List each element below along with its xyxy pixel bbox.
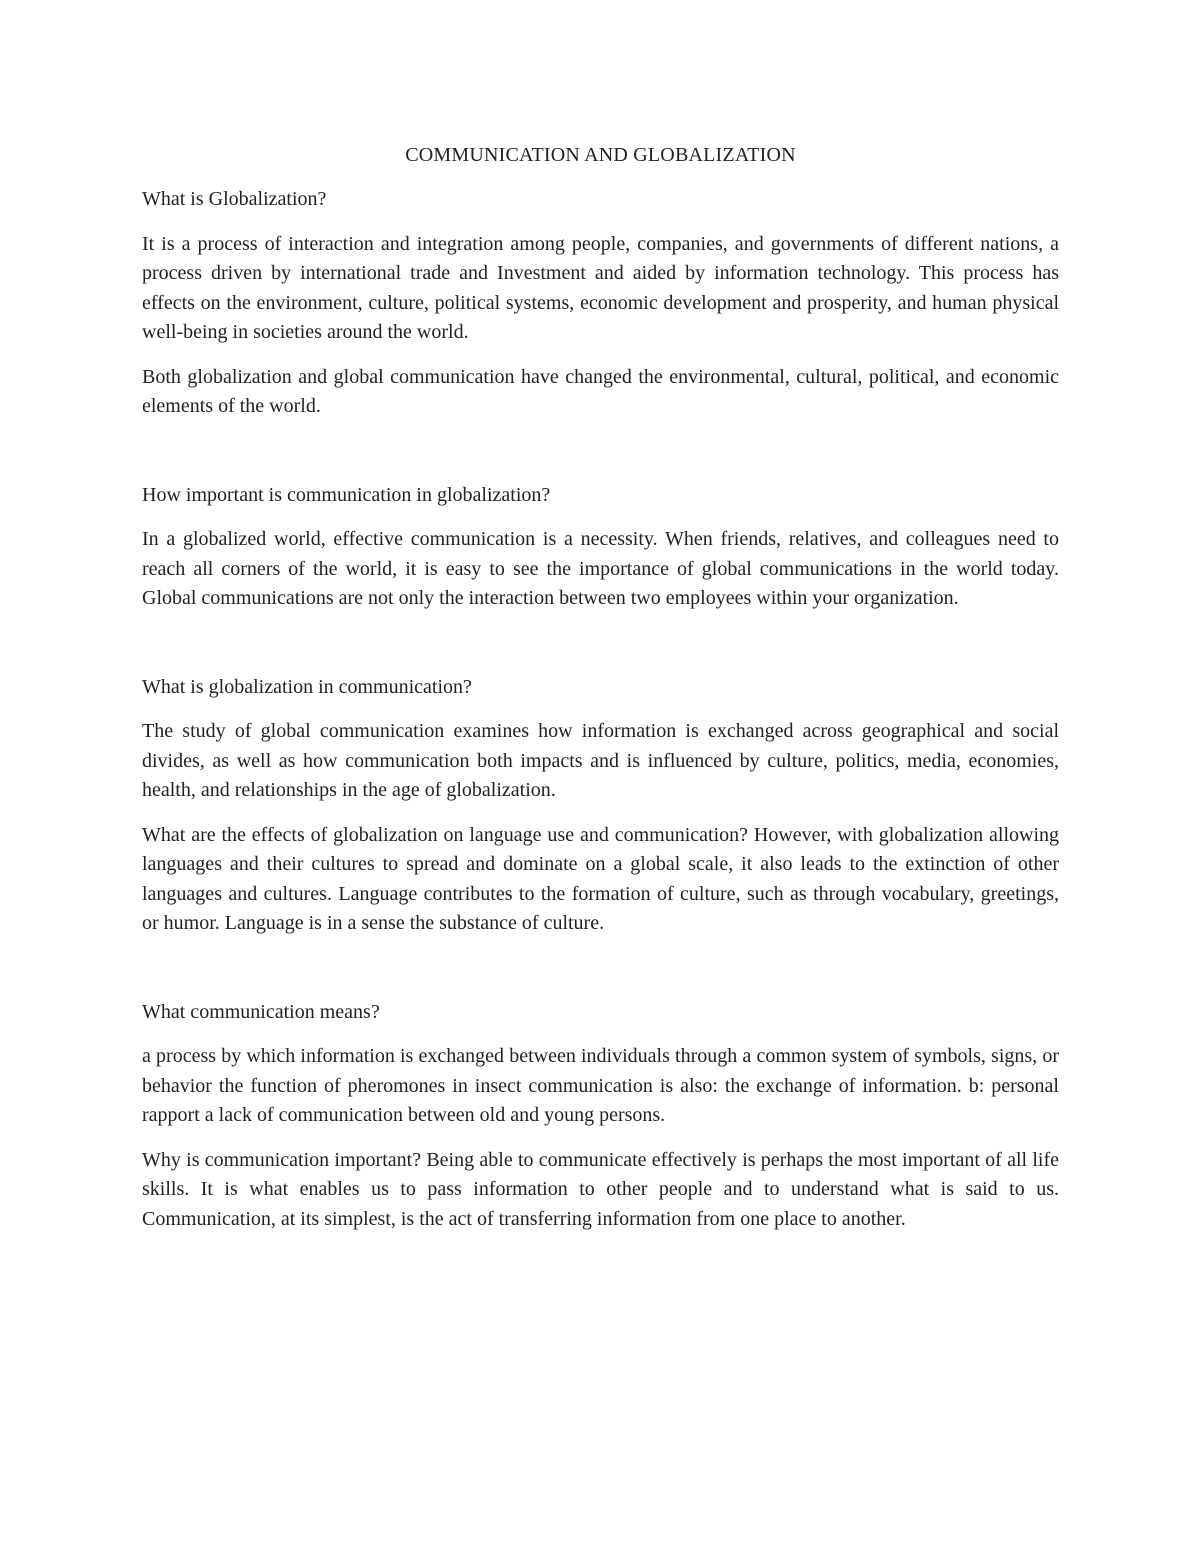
section-paragraph: It is a process of interaction and integration among people, companies, and governments of different nations, a process driven by international trade and Investment and aided by information technology. This process has effects on the environment, culture, political systems, economic development and prosperity, and human physical well-being in societies around the world.: [142, 232, 1059, 343]
document-title: COMMUNICATION AND GLOBALIZATION: [405, 144, 796, 166]
section-paragraph: a process by which information is exchanged between individuals through a common system of symbols, signs, or behavior the function of pheromones in insect communication is also: the exchange of information. b: personal rapport a lack of communication between old and young persons.: [142, 1045, 1059, 1126]
section-paragraph: Why is communication important? Being able to communicate effectively is perhaps the most important of all life skills. It is what enables us to pass information to other people and to understand what is said to us. Communication, at its simplest, is the act of transferring information from one place to another.: [142, 1148, 1059, 1230]
section-spacer: [142, 437, 1059, 481]
section-paragraph: Both globalization and global communication have changed the environmental, cultural, political, and economic elements of the world.: [142, 365, 1059, 417]
section-paragraph: The study of global communication examines how information is exchanged across geographical and social divides, as well as how communication both impacts and is influenced by culture, politics, media, economies, health, and relationships in the age of globalization.: [142, 720, 1059, 801]
section-paragraph: In a globalized world, effective communication is a necessity. When friends, relatives, and colleagues need to reach all corners of the world, it is easy to see the importance of global communications in the world today. Global communications are not only the interaction between two employees within your organization.: [142, 528, 1059, 609]
section-importance-of-communication: [142, 481, 1059, 614]
section-communication-meaning: [142, 998, 1059, 1235]
section-question: What is globalization in communication?: [142, 675, 472, 698]
document-page: [142, 140, 1059, 1249]
section-what-is-globalization: [142, 185, 1059, 422]
section-paragraph: What are the effects of globalization on language use and communication? However, with globalization allowing languages and their cultures to spread and dominate on a global scale, it also leads to the extinction of other languages and cultures. Language contributes to the formation of culture, such as through vocabulary, greetings, or humor. Language is in a sense the substance of culture.: [142, 823, 1059, 934]
section-globalization-in-communication: [142, 673, 1059, 939]
section-question: How important is communication in globalization?: [142, 483, 551, 506]
section-spacer: [142, 629, 1059, 673]
section-question: What is Globalization?: [142, 188, 327, 210]
section-question: What communication means?: [142, 1000, 380, 1023]
section-spacer: [142, 954, 1059, 998]
